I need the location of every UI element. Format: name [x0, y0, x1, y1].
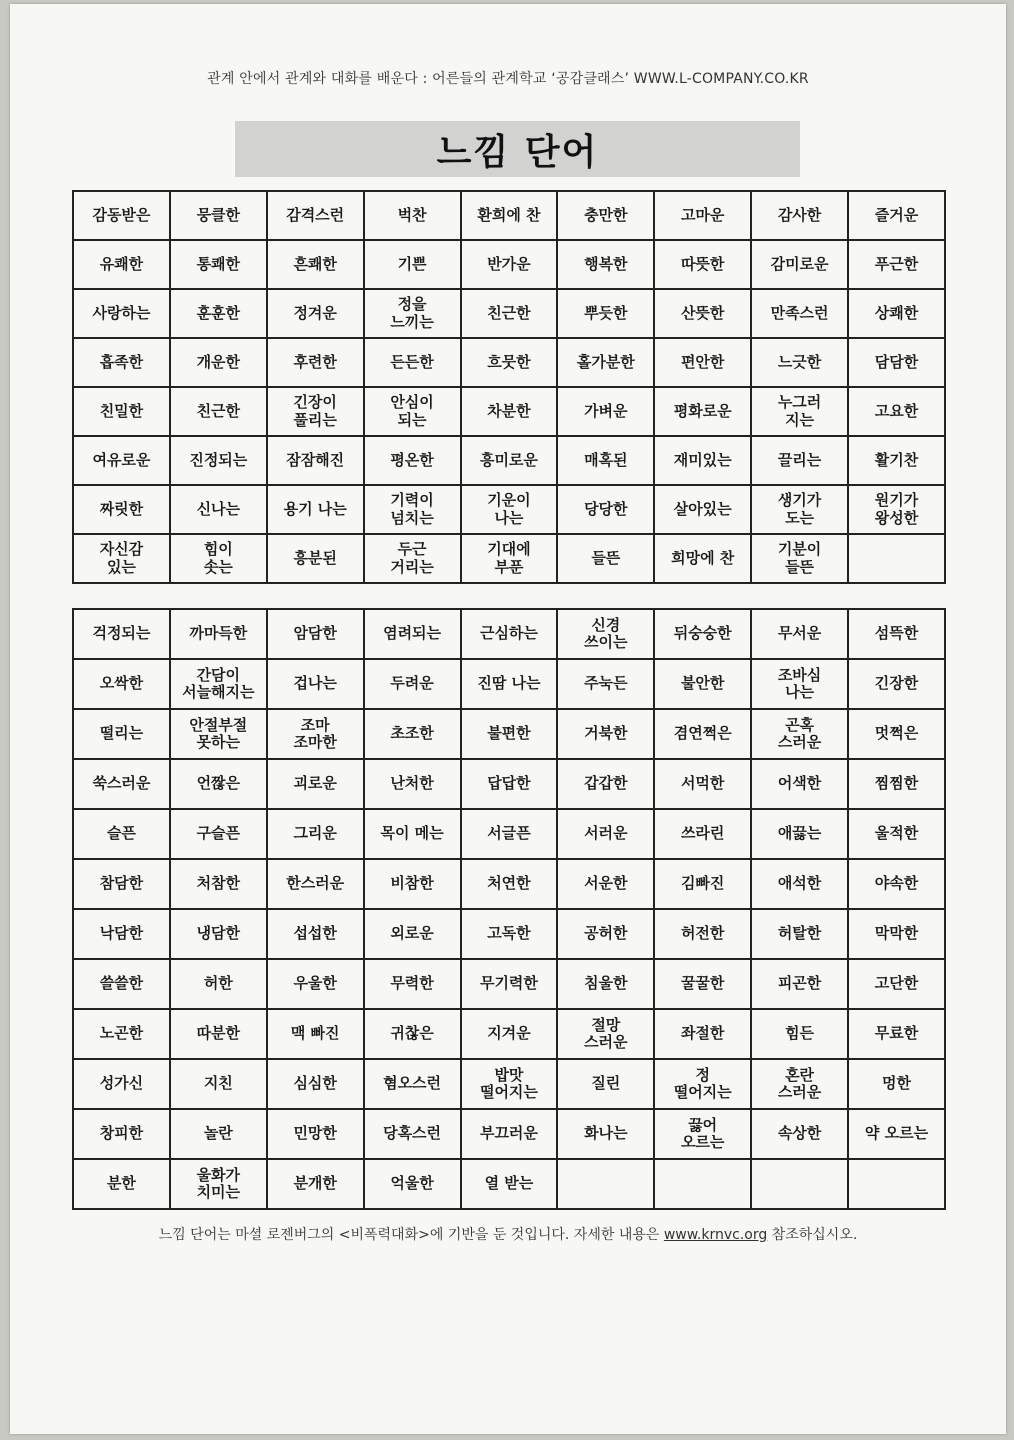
- feeling-word-cell: 개운한: [170, 338, 267, 387]
- feeling-word-cell: 서글픈: [461, 809, 558, 859]
- feeling-word-cell: 반가운: [461, 240, 558, 289]
- feeling-word-cell: 분개한: [267, 1159, 364, 1209]
- positive-row: [73, 534, 945, 583]
- feeling-word-cell: 꿀꿀한: [654, 959, 751, 1009]
- negative-row: [73, 1059, 945, 1109]
- feeling-word-cell: 고요한: [848, 387, 945, 436]
- feeling-word-cell: 흔쾌한: [267, 240, 364, 289]
- footer-text-end: 참조하십시오.: [767, 1227, 858, 1243]
- feeling-word-cell: 편안한: [654, 338, 751, 387]
- feeling-word-cell: 두근 거리는: [364, 534, 461, 583]
- feeling-word-cell: 기분이 들뜬: [751, 534, 848, 583]
- feeling-word-cell: 흐뭇한: [461, 338, 558, 387]
- feeling-word-cell: 속상한: [751, 1109, 848, 1159]
- feeling-word-cell: 노곤한: [73, 1009, 170, 1059]
- feeling-word-cell: 쓸쓸한: [73, 959, 170, 1009]
- feeling-word-cell: 밥맛 떨어지는: [461, 1059, 558, 1109]
- feeling-word-cell: 초조한: [364, 709, 461, 759]
- page-title: 느낌 단어: [436, 131, 599, 173]
- feeling-word-cell: 재미있는: [654, 436, 751, 485]
- feeling-word-cell: 든든한: [364, 338, 461, 387]
- feeling-word-cell: 무료한: [848, 1009, 945, 1059]
- feeling-word-cell: 피곤한: [751, 959, 848, 1009]
- feeling-word-cell: 멍한: [848, 1059, 945, 1109]
- feeling-word-cell: 고마운: [654, 191, 751, 240]
- feeling-word-cell: 곤혹 스러운: [751, 709, 848, 759]
- feeling-word-cell: 암담한: [267, 609, 364, 659]
- feeling-word-cell: 자신감 있는: [73, 534, 170, 583]
- feeling-word-cell: 당혹스런: [364, 1109, 461, 1159]
- feeling-word-cell: 벅찬: [364, 191, 461, 240]
- feeling-word-cell: 느긋한: [751, 338, 848, 387]
- feeling-word-cell: 차분한: [461, 387, 558, 436]
- empty-cell: [848, 534, 945, 583]
- feeling-word-cell: 찜찜한: [848, 759, 945, 809]
- feeling-word-cell: 쓰라린: [654, 809, 751, 859]
- feeling-word-cell: 서운한: [557, 859, 654, 909]
- feeling-word-cell: 통쾌한: [170, 240, 267, 289]
- feeling-word-cell: 질린: [557, 1059, 654, 1109]
- feeling-word-cell: 고독한: [461, 909, 558, 959]
- positive-row: [73, 338, 945, 387]
- feeling-word-cell: 친밀한: [73, 387, 170, 436]
- feeling-word-cell: 주눅든: [557, 659, 654, 709]
- feeling-word-cell: 정겨운: [267, 289, 364, 338]
- feeling-word-cell: 고단한: [848, 959, 945, 1009]
- feeling-word-cell: 누그러 지는: [751, 387, 848, 436]
- feeling-word-cell: 허전한: [654, 909, 751, 959]
- feeling-word-cell: 공허한: [557, 909, 654, 959]
- feeling-word-cell: 힘이 솟는: [170, 534, 267, 583]
- feeling-word-cell: 야속한: [848, 859, 945, 909]
- feeling-word-cell: 친근한: [170, 387, 267, 436]
- feeling-word-cell: 안절부절 못하는: [170, 709, 267, 759]
- negative-row: [73, 759, 945, 809]
- feeling-word-cell: 처연한: [461, 859, 558, 909]
- feeling-word-cell: 만족스런: [751, 289, 848, 338]
- feeling-word-cell: 힘든: [751, 1009, 848, 1059]
- feeling-word-cell: 감사한: [751, 191, 848, 240]
- feeling-word-cell: 산뜻한: [654, 289, 751, 338]
- feeling-word-cell: 구슬픈: [170, 809, 267, 859]
- empty-cell: [848, 1159, 945, 1209]
- feeling-word-cell: 겁나는: [267, 659, 364, 709]
- feeling-word-cell: 뭉클한: [170, 191, 267, 240]
- footer-text: 느낌 단어는 마셜 로젠버그의 <비폭력대화>에 기반을 둔 것입니다. 자세한 내용은: [158, 1227, 664, 1243]
- footer-note: [10, 1224, 1006, 1244]
- feeling-word-cell: 목이 메는: [364, 809, 461, 859]
- feeling-word-cell: 원기가 왕성한: [848, 485, 945, 534]
- positive-feelings-table: [72, 190, 946, 584]
- feeling-word-cell: 열 받는: [461, 1159, 558, 1209]
- feeling-word-cell: 지친: [170, 1059, 267, 1109]
- feeling-word-cell: 우울한: [267, 959, 364, 1009]
- feeling-word-cell: 희망에 찬: [654, 534, 751, 583]
- feeling-word-cell: 낙담한: [73, 909, 170, 959]
- negative-row: [73, 809, 945, 859]
- feeling-word-cell: 서러운: [557, 809, 654, 859]
- feeling-word-cell: 간담이 서늘해지는: [170, 659, 267, 709]
- feeling-word-cell: 흥미로운: [461, 436, 558, 485]
- feeling-word-cell: 진땀 나는: [461, 659, 558, 709]
- feeling-word-cell: 심심한: [267, 1059, 364, 1109]
- feeling-word-cell: 멋쩍은: [848, 709, 945, 759]
- feeling-word-cell: 쑥스러운: [73, 759, 170, 809]
- feeling-word-cell: 울화가 치미는: [170, 1159, 267, 1209]
- feeling-word-cell: 울적한: [848, 809, 945, 859]
- feeling-word-cell: 긴장한: [848, 659, 945, 709]
- feeling-word-cell: 조바심 나는: [751, 659, 848, 709]
- negative-row: [73, 959, 945, 1009]
- feeling-word-cell: 허한: [170, 959, 267, 1009]
- feeling-word-cell: 혼란 스러운: [751, 1059, 848, 1109]
- feeling-word-cell: 혐오스런: [364, 1059, 461, 1109]
- feeling-word-cell: 갑갑한: [557, 759, 654, 809]
- feeling-word-cell: 기력이 넘치는: [364, 485, 461, 534]
- feeling-word-cell: 훈훈한: [170, 289, 267, 338]
- footer-link[interactable]: www.krnvc.org: [663, 1227, 768, 1243]
- feeling-word-cell: 지겨운: [461, 1009, 558, 1059]
- feeling-word-cell: 생기가 도는: [751, 485, 848, 534]
- feeling-word-cell: 당당한: [557, 485, 654, 534]
- feeling-word-cell: 평화로운: [654, 387, 751, 436]
- negative-row: [73, 859, 945, 909]
- feeling-word-cell: 홀가분한: [557, 338, 654, 387]
- feeling-word-cell: 상쾌한: [848, 289, 945, 338]
- feeling-word-cell: 정을 느끼는: [364, 289, 461, 338]
- feeling-word-cell: 담담한: [848, 338, 945, 387]
- feeling-word-cell: 유쾌한: [73, 240, 170, 289]
- feeling-word-cell: 감격스런: [267, 191, 364, 240]
- feeling-word-cell: 침울한: [557, 959, 654, 1009]
- empty-cell: [751, 1159, 848, 1209]
- feeling-word-cell: 답답한: [461, 759, 558, 809]
- feeling-word-cell: 무기력한: [461, 959, 558, 1009]
- feeling-word-cell: 까마득한: [170, 609, 267, 659]
- negative-row: [73, 909, 945, 959]
- feeling-word-cell: 가벼운: [557, 387, 654, 436]
- positive-row: [73, 289, 945, 338]
- feeling-word-cell: 용기 나는: [267, 485, 364, 534]
- feeling-word-cell: 놀란: [170, 1109, 267, 1159]
- positive-row: [73, 436, 945, 485]
- feeling-word-cell: 처참한: [170, 859, 267, 909]
- feeling-word-cell: 후련한: [267, 338, 364, 387]
- feeling-word-cell: 약 오르는: [848, 1109, 945, 1159]
- header-tagline: 관계 안에서 관계와 대화를 배운다 : 어른들의 관계학교 ‘공감클래스’ WWW.L-COMPANY.CO.KR: [207, 71, 809, 87]
- feeling-word-cell: 난처한: [364, 759, 461, 809]
- feeling-word-cell: 여유로운: [73, 436, 170, 485]
- feeling-word-cell: 안심이 되는: [364, 387, 461, 436]
- feeling-word-cell: 비참한: [364, 859, 461, 909]
- negative-feelings-table: [72, 608, 946, 1210]
- feeling-word-cell: 신경 쓰이는: [557, 609, 654, 659]
- feeling-word-cell: 서먹한: [654, 759, 751, 809]
- feeling-word-cell: 걱정되는: [73, 609, 170, 659]
- feeling-word-cell: 뒤숭숭한: [654, 609, 751, 659]
- feeling-word-cell: 끌리는: [751, 436, 848, 485]
- feeling-word-cell: 분한: [73, 1159, 170, 1209]
- positive-row: [73, 387, 945, 436]
- negative-row: [73, 1159, 945, 1209]
- feeling-word-cell: 기대에 부푼: [461, 534, 558, 583]
- feeling-word-cell: 참담한: [73, 859, 170, 909]
- feeling-word-cell: 염려되는: [364, 609, 461, 659]
- empty-cell: [557, 1159, 654, 1209]
- feeling-word-cell: 진정되는: [170, 436, 267, 485]
- feeling-word-cell: 신나는: [170, 485, 267, 534]
- feeling-word-cell: 섬뜩한: [848, 609, 945, 659]
- feeling-word-cell: 짜릿한: [73, 485, 170, 534]
- feeling-word-cell: 오싹한: [73, 659, 170, 709]
- feeling-word-cell: 슬픈: [73, 809, 170, 859]
- feeling-word-cell: 무서운: [751, 609, 848, 659]
- feeling-word-cell: 흡족한: [73, 338, 170, 387]
- feeling-word-cell: 불안한: [654, 659, 751, 709]
- feeling-word-cell: 허탈한: [751, 909, 848, 959]
- feeling-word-cell: 괴로운: [267, 759, 364, 809]
- feeling-word-cell: 들뜬: [557, 534, 654, 583]
- empty-cell: [654, 1159, 751, 1209]
- feeling-word-cell: 즐거운: [848, 191, 945, 240]
- feeling-word-cell: 애끓는: [751, 809, 848, 859]
- feeling-word-cell: 흥분된: [267, 534, 364, 583]
- feeling-word-cell: 창피한: [73, 1109, 170, 1159]
- negative-row: [73, 609, 945, 659]
- feeling-word-cell: 따분한: [170, 1009, 267, 1059]
- feeling-word-cell: 억울한: [364, 1159, 461, 1209]
- feeling-word-cell: 부끄러운: [461, 1109, 558, 1159]
- feeling-word-cell: 김빠진: [654, 859, 751, 909]
- feeling-word-cell: 환희에 찬: [461, 191, 558, 240]
- feeling-word-cell: 섭섭한: [267, 909, 364, 959]
- paper-sheet: [10, 4, 1006, 1434]
- negative-row: [73, 709, 945, 759]
- feeling-word-cell: 두려운: [364, 659, 461, 709]
- positive-row: [73, 240, 945, 289]
- feeling-word-cell: 조마 조마한: [267, 709, 364, 759]
- feeling-word-cell: 맥 빠진: [267, 1009, 364, 1059]
- feeling-word-cell: 화나는: [557, 1109, 654, 1159]
- feeling-word-cell: 끓어 오르는: [654, 1109, 751, 1159]
- feeling-word-cell: 사랑하는: [73, 289, 170, 338]
- feeling-word-cell: 민망한: [267, 1109, 364, 1159]
- feeling-word-cell: 귀찮은: [364, 1009, 461, 1059]
- feeling-word-cell: 따뜻한: [654, 240, 751, 289]
- feeling-word-cell: 감동받은: [73, 191, 170, 240]
- feeling-word-cell: 냉담한: [170, 909, 267, 959]
- feeling-word-cell: 좌절한: [654, 1009, 751, 1059]
- feeling-word-cell: 기운이 나는: [461, 485, 558, 534]
- feeling-word-cell: 행복한: [557, 240, 654, 289]
- positive-row: [73, 485, 945, 534]
- feeling-word-cell: 푸근한: [848, 240, 945, 289]
- feeling-word-cell: 활기찬: [848, 436, 945, 485]
- feeling-word-cell: 잠잠해진: [267, 436, 364, 485]
- feeling-word-cell: 친근한: [461, 289, 558, 338]
- feeling-word-cell: 불편한: [461, 709, 558, 759]
- negative-row: [73, 1109, 945, 1159]
- feeling-word-cell: 외로운: [364, 909, 461, 959]
- feeling-word-cell: 감미로운: [751, 240, 848, 289]
- feeling-word-cell: 그리운: [267, 809, 364, 859]
- feeling-word-cell: 성가신: [73, 1059, 170, 1109]
- feeling-word-cell: 기쁜: [364, 240, 461, 289]
- feeling-word-cell: 뿌듯한: [557, 289, 654, 338]
- feeling-word-cell: 살아있는: [654, 485, 751, 534]
- feeling-word-cell: 떨리는: [73, 709, 170, 759]
- feeling-word-cell: 거북한: [557, 709, 654, 759]
- feeling-word-cell: 막막한: [848, 909, 945, 959]
- feeling-word-cell: 무력한: [364, 959, 461, 1009]
- feeling-word-cell: 애석한: [751, 859, 848, 909]
- feeling-word-cell: 겸연쩍은: [654, 709, 751, 759]
- feeling-word-cell: 정 떨어지는: [654, 1059, 751, 1109]
- feeling-word-cell: 평온한: [364, 436, 461, 485]
- negative-row: [73, 659, 945, 709]
- positive-row: [73, 191, 945, 240]
- feeling-word-cell: 매혹된: [557, 436, 654, 485]
- feeling-word-cell: 충만한: [557, 191, 654, 240]
- title-box: [235, 121, 800, 177]
- feeling-word-cell: 근심하는: [461, 609, 558, 659]
- feeling-word-cell: 절망 스러운: [557, 1009, 654, 1059]
- feeling-word-cell: 언짢은: [170, 759, 267, 809]
- feeling-word-cell: 어색한: [751, 759, 848, 809]
- feeling-word-cell: 긴장이 풀리는: [267, 387, 364, 436]
- feeling-word-cell: 한스러운: [267, 859, 364, 909]
- negative-row: [73, 1009, 945, 1059]
